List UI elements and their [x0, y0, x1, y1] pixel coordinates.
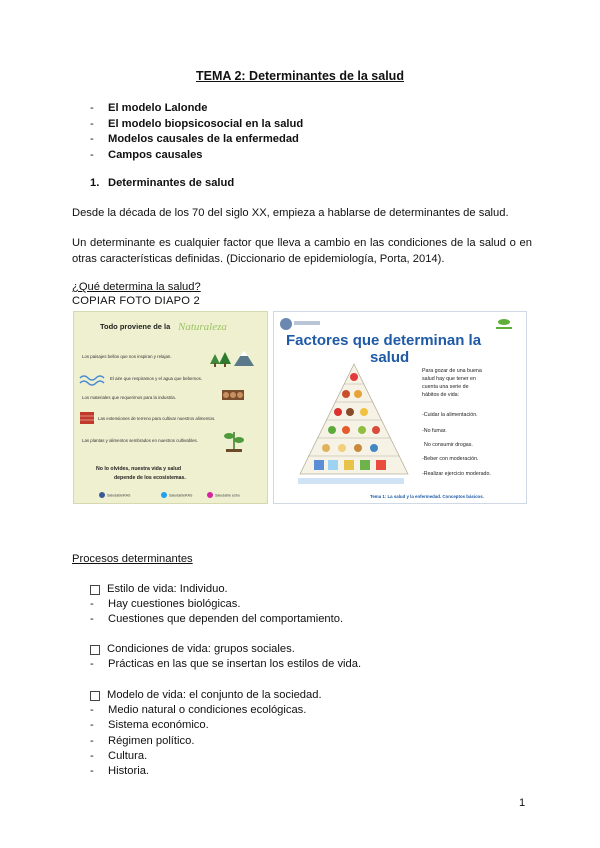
list-item: - Sistema económico. [90, 718, 322, 733]
list-item: - Cultura. [90, 749, 322, 764]
nature-poster-image [73, 311, 268, 504]
poster-habit: -Cuidar la alimentación. [422, 412, 478, 418]
poster-intro: Para gozar de una buena salud hay que tener en cuenta una serie de hábitos de vida: [422, 368, 482, 398]
social-icon [207, 492, 213, 498]
poster-habit: -Realizar ejercicio moderado. [422, 471, 491, 477]
processes-heading: Procesos determinantes [72, 553, 193, 565]
list-item: - Régimen político. [90, 734, 322, 749]
poster-habit: No consumir drogas. [424, 442, 473, 448]
poster-line: El aire que respiramos y el agua que bebemos. [110, 376, 203, 381]
topic-item: - Modelos causales de la enfermedad [90, 132, 303, 148]
checkbox[interactable] [90, 691, 100, 701]
school-logo-icon [280, 318, 292, 330]
process-group [90, 642, 361, 672]
poster-habit: -Beber con moderación. [422, 456, 479, 462]
nature-poster-art [74, 312, 267, 503]
topic-item: - El modelo Lalonde [90, 101, 303, 117]
poster-line: Los paisajes bellos que nos inspiran y relajan. [82, 354, 172, 359]
poster-heading: salud [370, 349, 410, 366]
process-group [90, 688, 322, 779]
health-factors-poster-image [273, 311, 527, 504]
list-item: - Hay cuestiones biológicas. [90, 597, 343, 612]
poster-line: Los materiales que requerimos para la industria. [82, 395, 176, 400]
page-title: TEMA 2: Determinantes de la salud [196, 69, 404, 83]
poster-line: Las plantas y alimentos sembrados en nuestros cultivables. [82, 438, 198, 443]
list-item: - Historia. [90, 764, 322, 779]
poster-title: Todo proviene de la [100, 322, 171, 331]
process-head: Estilo de vida: Individuo. [107, 583, 228, 595]
checkbox[interactable] [90, 585, 100, 595]
poster-title-accent: Naturaleza [178, 321, 227, 333]
poster-footer: SaludableRAS [107, 493, 131, 498]
checkbox[interactable] [90, 645, 100, 655]
process-head: Modelo de vida: el conjunto de la sociedad. [107, 689, 322, 701]
page-number: 1 [519, 797, 526, 809]
health-factors-poster-art [274, 312, 526, 503]
list-item: - Prácticas en las que se insertan los estilos de vida. [90, 657, 361, 672]
section-number: 1. [90, 177, 100, 189]
poster-footer: Saludable eshu [215, 493, 240, 498]
poster-habit: -No fumar. [422, 428, 447, 434]
poster-closing: No lo olvides, nuestra vida y salud [96, 466, 182, 472]
paragraph: Desde la década de los 70 del siglo XX, empieza a hablarse de determinantes de salud. [72, 207, 509, 219]
poster-footer: Tema 1: La salud y la enfermedad. Conceptos básicos. [370, 494, 484, 499]
poster-closing: depende de los ecosistemas. [114, 475, 186, 481]
social-icon [99, 492, 105, 498]
copy-note: COPIAR FOTO DIAPO 2 [72, 295, 200, 307]
process-group [90, 582, 343, 628]
poster-heading: Factores que determinan la [286, 332, 482, 349]
section-title: Determinantes de salud [108, 177, 235, 189]
process-head: Condiciones de vida: grupos sociales. [107, 643, 295, 655]
topic-item: - El modelo biopsicosocial en la salud [90, 117, 303, 133]
wood-pile-icon [222, 390, 244, 400]
poster-line: Las extensiones de terreno para cultivar nuestros alimentos. [98, 416, 216, 421]
social-icon [161, 492, 167, 498]
list-item: - Cuestiones que dependen del comportamiento. [90, 612, 343, 627]
question-link[interactable]: ¿Qué determina la salud? [72, 281, 201, 293]
section-heading [90, 177, 234, 189]
topic-item: - Campos causales [90, 148, 303, 164]
brick-icon [80, 412, 94, 424]
list-item: - Medio natural o condiciones ecológicas. [90, 703, 322, 718]
poster-footer: SaludableRAS [169, 493, 193, 498]
topic-list [90, 101, 303, 163]
paragraph: Un determinante es cualquier factor que lleva a cambio en las condiciones de la salud o en otras características definidas. (Diccionario de epidemiología, Porta, 2014). [72, 237, 532, 265]
